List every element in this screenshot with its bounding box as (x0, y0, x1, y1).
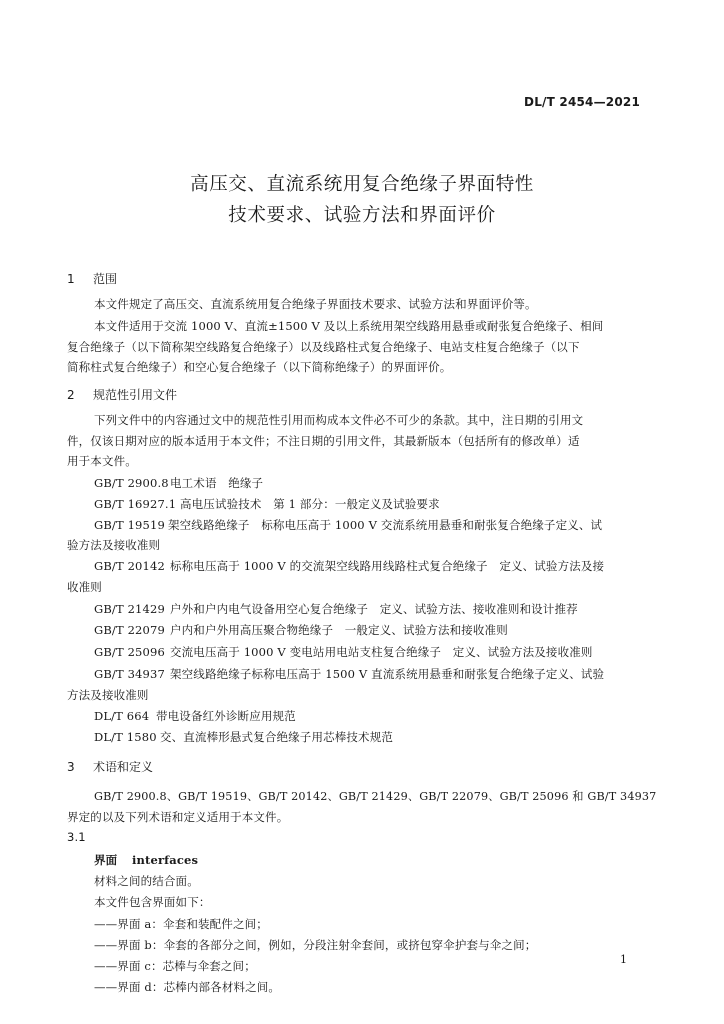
reference-title: 架空线路绝缘子标称电压高于 1500 V 直流系统用悬垂和耐张复合绝缘子定义、试验 (170, 667, 605, 681)
section-2-intro-line-1: 下列文件中的内容通过文中的规范性引用而构成本文件必不可少的条款。其中，注日期的引用文 (94, 413, 584, 427)
section-2-title: 规范性引用文件 (93, 388, 178, 402)
interface-list-item: ——界面 b：伞套的各部分之间，例如，分段注射伞套间，或挤包穿伞护套与伞之间； (94, 938, 537, 952)
reference-code: DL/T 1580 (94, 730, 157, 744)
reference-continuation: 收准则 (67, 580, 102, 594)
reference-title: 带电设备红外诊断应用规范 (156, 709, 296, 723)
section-1-para-1: 本文件规定了高压交、直流系统用复合绝缘子界面技术要求、试验方法和界面评价等。 (94, 297, 537, 311)
section-1-para-2-line-1: 本文件适用于交流 1000 V、直流±1500 V 及以上系统用架空线路用悬垂或耐张复合绝缘子、相间 (94, 319, 604, 333)
reference-title: 标称电压高于 1000 V 的交流架空线路用线路柱式复合绝缘子 定义、试验方法及接 (170, 559, 605, 573)
reference-title: 架空线路绝缘子 标称电压高于 1000 V 交流系统用悬垂和耐张复合绝缘子定义、试 (168, 518, 603, 532)
reference-item (94, 666, 604, 682)
reference-item (94, 558, 604, 574)
reference-code: GB/T 2900.8 (94, 476, 169, 490)
section-3-heading (67, 758, 153, 775)
reference-item (94, 708, 296, 724)
reference-title: 交、直流棒形悬式复合绝缘子用芯棒技术规范 (160, 730, 393, 744)
page-number: 1 (620, 953, 627, 966)
section-3-intro-line-2: 界定的以及下列术语和定义适用于本文件。 (67, 810, 289, 824)
reference-code: DL/T 664 (94, 709, 150, 723)
section-2-intro-line-3: 用于本文件。 (67, 454, 137, 468)
section-1-para-2-line-3: 简称柱式复合绝缘子）和空心复合绝缘子（以下简称绝缘子）的界面评价。 (67, 360, 452, 374)
reference-title: 户内和户外用高压聚合物绝缘子 一般定义、试验方法和接收准则 (170, 623, 508, 637)
reference-item (94, 601, 578, 617)
interface-list-item: ——界面 c：芯棒与伞套之间； (94, 959, 256, 973)
reference-continuation: 方法及接收准则 (67, 688, 149, 702)
title-line-2: 技术要求、试验方法和界面评价 (228, 205, 496, 226)
section-1-heading (67, 270, 117, 287)
reference-title: 电工术语 绝缘子 (170, 476, 264, 490)
section-3-number: 3 (67, 760, 75, 774)
section-3-intro-line-1: GB/T 2900.8、GB/T 19519、GB/T 20142、GB/T 21429、GB/T 22079、GB/T 25096 和 GB/T 34937 (94, 790, 657, 803)
subsection-number: 3.1 (67, 830, 86, 844)
section-2-number: 2 (67, 388, 75, 402)
section-2-heading (67, 386, 177, 403)
reference-item (94, 644, 593, 660)
section-3-title: 术语和定义 (93, 760, 154, 774)
interface-list-item: ——界面 d：芯棒内部各材料之间。 (94, 980, 281, 994)
reference-item (94, 475, 263, 491)
term-english: interfaces (132, 853, 199, 867)
section-1-number: 1 (67, 272, 75, 286)
reference-code: GB/T 20142 (94, 559, 165, 573)
reference-code: GB/T 22079 (94, 623, 165, 637)
section-1-para-2-line-2: 复合绝缘子（以下简称架空线路复合绝缘子）以及线路柱式复合绝缘子、电站支柱复合绝缘子（以下 (67, 340, 580, 354)
reference-title: 交流电压高于 1000 V 变电站用电站支柱复合绝缘子 定义、试验方法及接收准则 (170, 645, 593, 659)
reference-title: 高电压试验技术 第 1 部分：一般定义及试验要求 (180, 497, 440, 511)
reference-title: 户外和户内电气设备用空心复合绝缘子 定义、试验方法、接收准则和设计推荐 (170, 602, 578, 616)
reference-item (94, 496, 440, 512)
section-2-intro-line-2: 件，仅该日期对应的版本适用于本文件；不注日期的引用文件，其最新版本（包括所有的修改单）适 (67, 434, 580, 448)
section-1-title: 范围 (93, 272, 118, 286)
reference-item (94, 517, 602, 533)
reference-code: GB/T 25096 (94, 645, 165, 659)
reference-item (94, 729, 393, 745)
term-chinese: 界面 (94, 853, 118, 867)
reference-item (94, 622, 508, 638)
reference-code: GB/T 19519 (94, 518, 165, 532)
document-code: DL/T 2454—2021 (524, 95, 640, 109)
reference-code: GB/T 34937 (94, 667, 165, 681)
reference-code: GB/T 16927.1 (94, 497, 177, 511)
interface-list-item: ——界面 a：伞套和装配件之间； (94, 917, 268, 931)
reference-code: GB/T 21429 (94, 602, 165, 616)
term-definition: 材料之间的结合面。 (94, 874, 199, 888)
reference-continuation: 验方法及接收准则 (67, 538, 161, 552)
title-line-1: 高压交、直流系统用复合绝缘子界面特性 (190, 174, 534, 195)
term-entry (94, 852, 198, 868)
interfaces-intro: 本文件包含界面如下： (94, 895, 211, 909)
